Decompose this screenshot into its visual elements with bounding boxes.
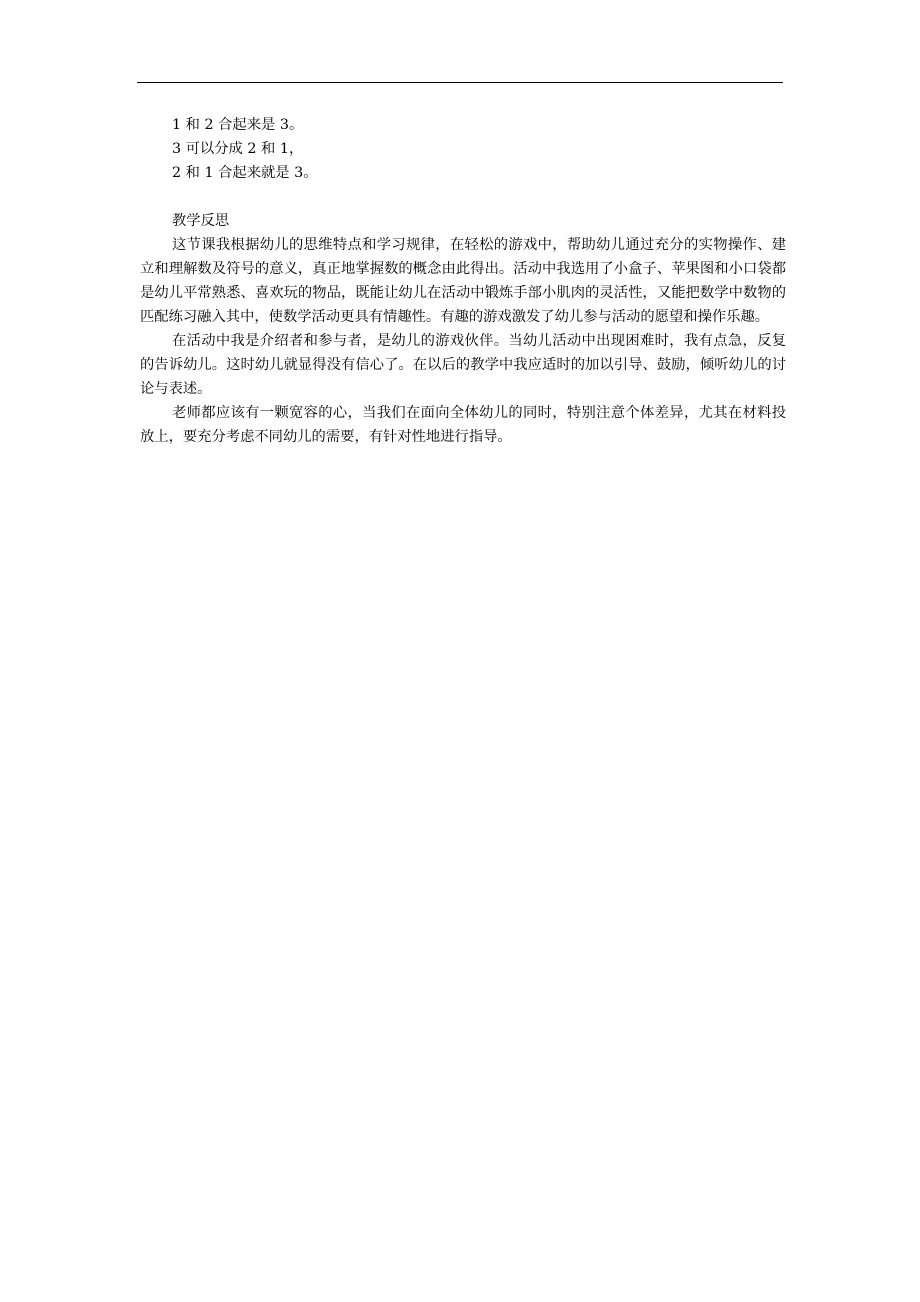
math-line: 3 可以分成 2 和 1，	[172, 141, 304, 157]
document-body	[140, 113, 786, 449]
reflection-paragraph: 在活动中我是介绍者和参与者，是幼儿的游戏伙伴。当幼儿活动中出现困难时，我有点急，反复的告诉幼儿。这时幼儿就显得没有信心了。在以后的教学中我应适时的加以引导、鼓励，倾听幼儿的讨论与表述。	[140, 333, 786, 397]
header-divider	[137, 82, 783, 83]
math-line: 2 和 1 合起来就是 3。	[172, 165, 318, 181]
section-heading: 教学反思	[172, 213, 230, 229]
reflection-paragraph: 这节课我根据幼儿的思维特点和学习规律，在轻松的游戏中，帮助幼儿通过充分的实物操作、建立和理解数及符号的意义，真正地掌握数的概念由此得出。活动中我选用了小盒子、苹果图和小口袋都是幼儿平常熟悉、喜欢玩的物品，既能让幼儿在活动中锻炼手部小肌肉的灵活性，又能把数学中数物的匹配练习融入其中，使数学活动更具有情趣性。有趣的游戏激发了幼儿参与活动的愿望和操作乐趣。	[140, 237, 786, 325]
reflection-paragraph: 老师都应该有一颗宽容的心，当我们在面向全体幼儿的同时，特别注意个体差异，尤其在材料投放上，要充分考虑不同幼儿的需要，有针对性地进行指导。	[140, 405, 786, 445]
math-line: 1 和 2 合起来是 3。	[172, 117, 304, 133]
